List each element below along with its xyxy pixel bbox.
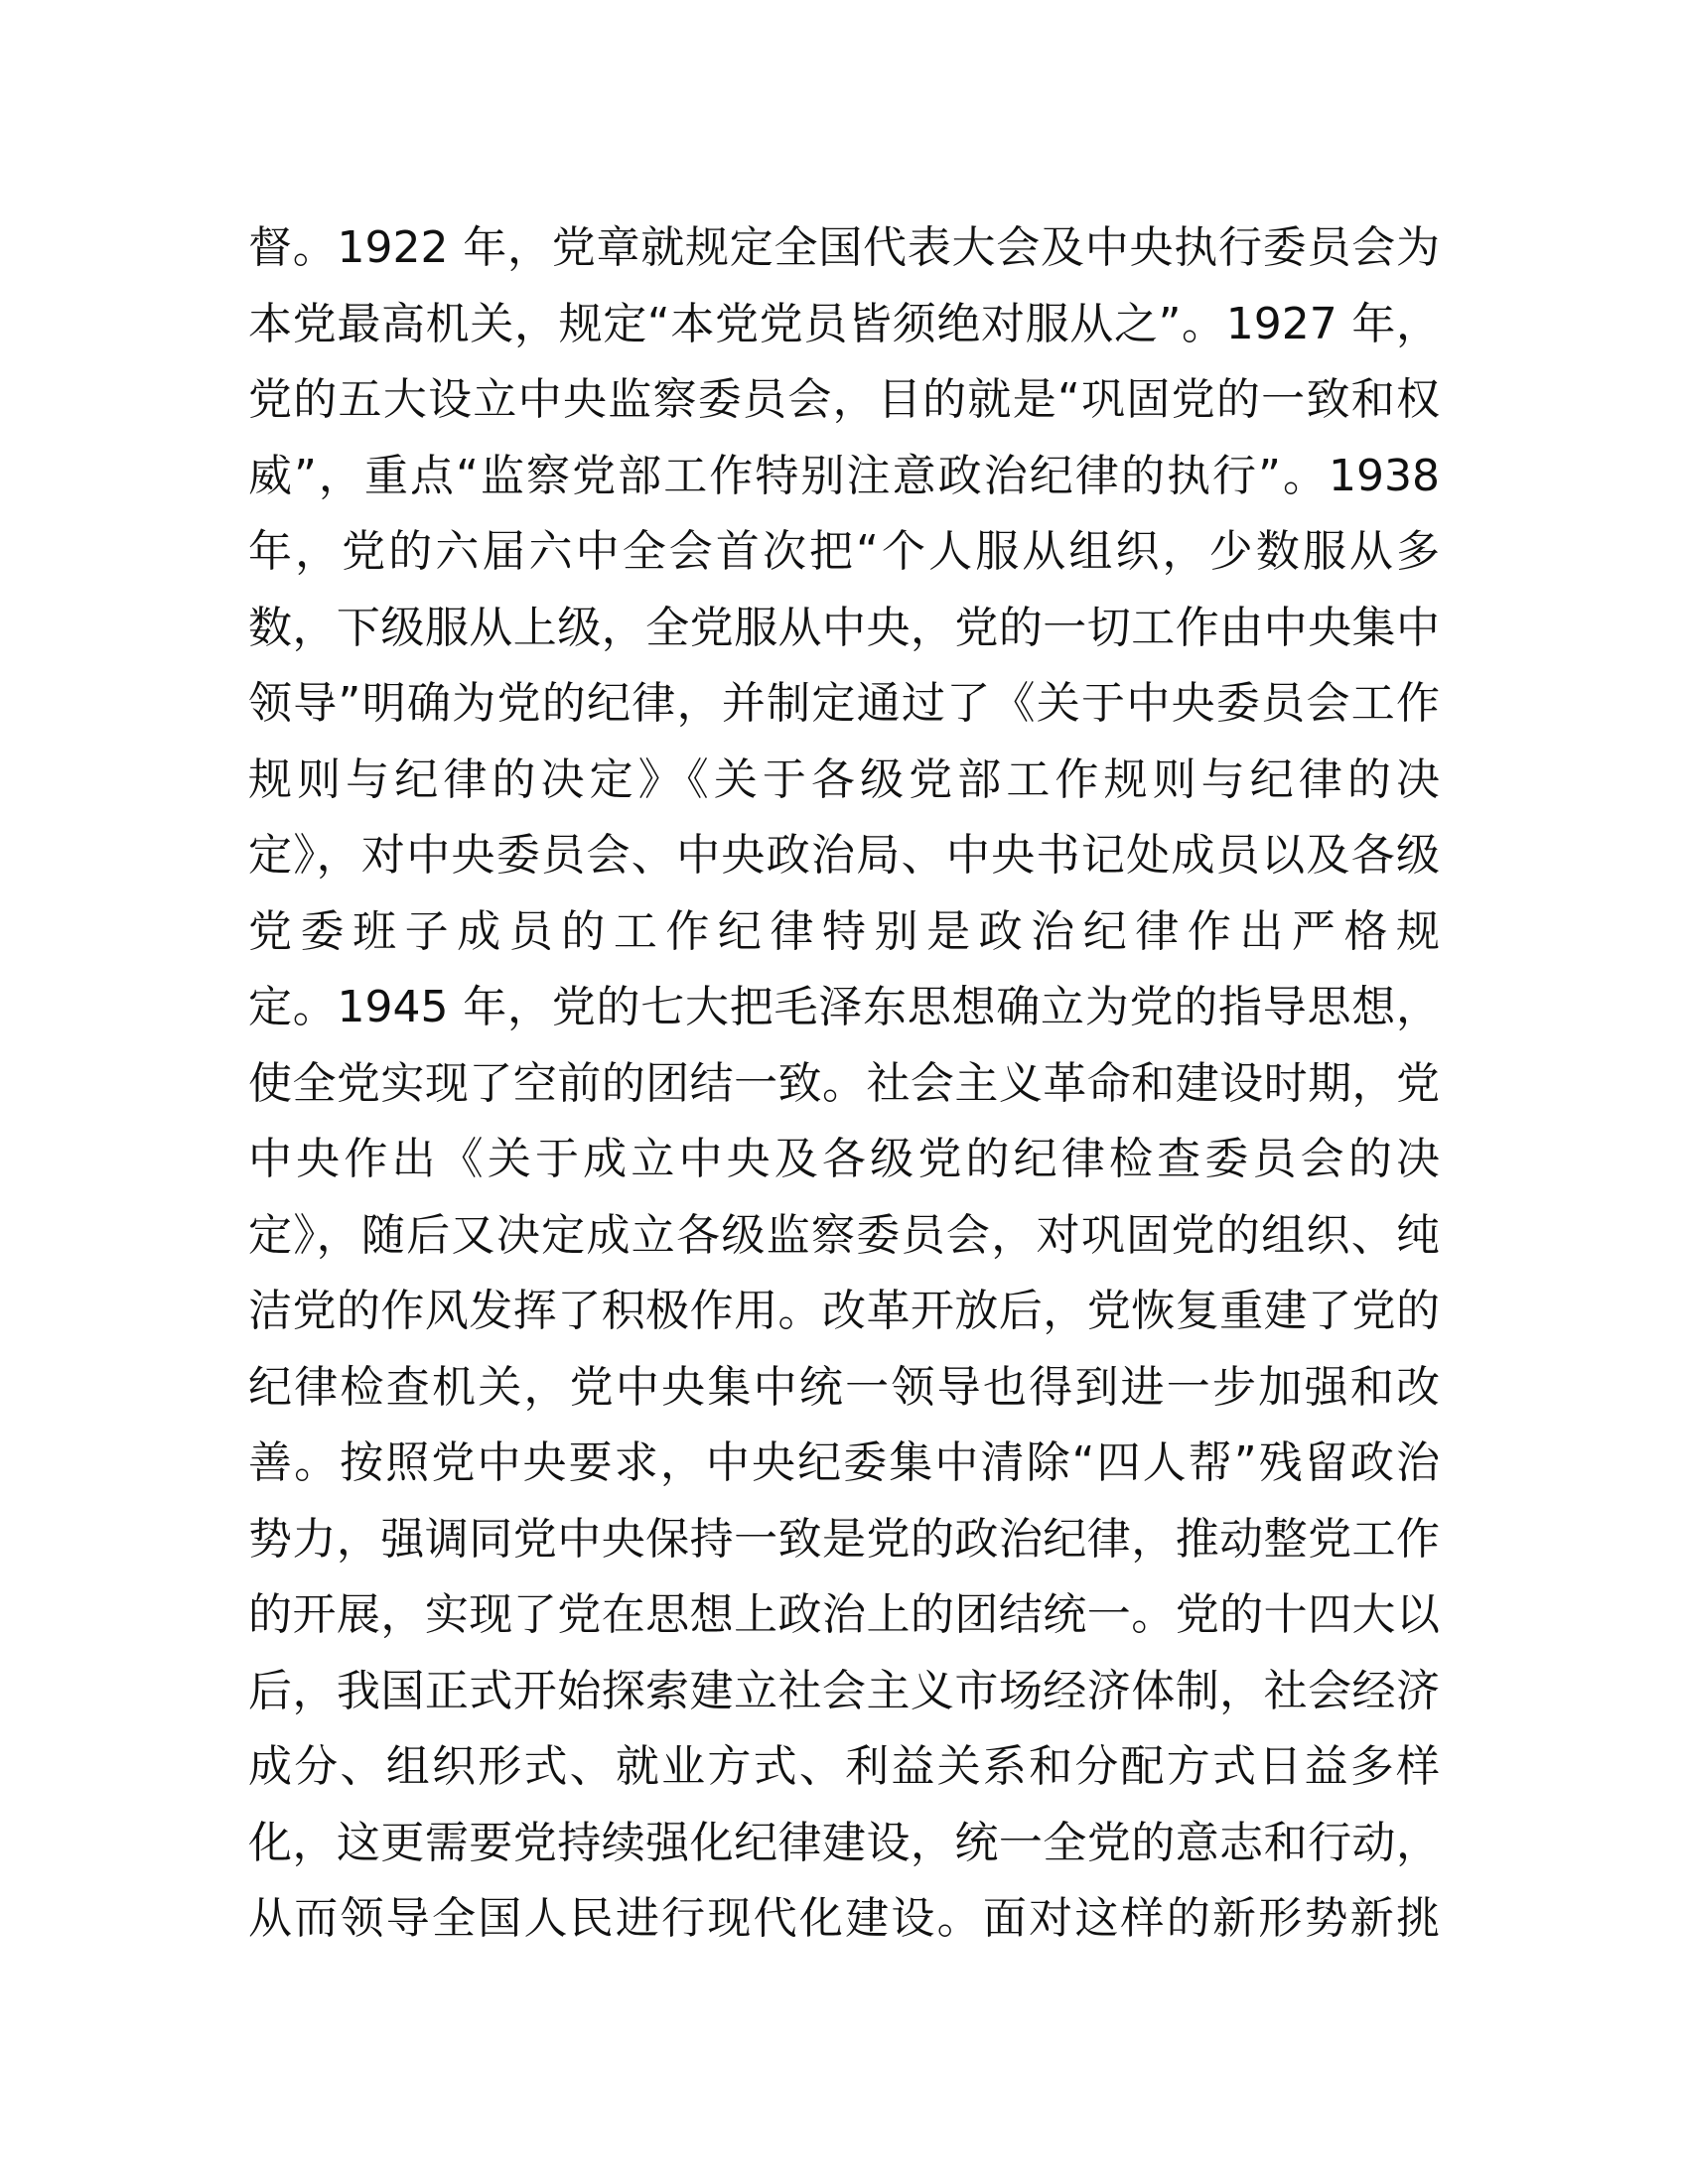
text-line-22: 化，这更需要党持续强化纪律建设，统一全党的意志和行动， (248, 1817, 1440, 1868)
text-line-6: 数，下级服从上级，全党服从中央，党的一切工作由中央集中 (248, 602, 1440, 653)
text-line-9: 定》，对中央委员会、中央政治局、中央书记处成员以及各级 (248, 830, 1440, 881)
text-line-3: 党的五大设立中央监察委员会，目的就是“巩固党的一致和权 (248, 374, 1440, 425)
text-line-7: 领导”明确为党的纪律，并制定通过了《关于中央委员会工作 (248, 678, 1440, 729)
text-line-10: 党委班子成员的工作纪律特别是政治纪律作出严格规 (248, 905, 1440, 957)
text-line-2: 本党最高机关，规定“本党党员皆须绝对服从之”。1927 年， (248, 298, 1440, 349)
text-line-18: 势力，强调同党中央保持一致是党的政治纪律，推动整党工作 (248, 1513, 1440, 1565)
text-line-21: 成分、组织形式、就业方式、利益关系和分配方式日益多样 (248, 1741, 1440, 1792)
text-line-5: 年，党的六届六中全会首次把“个人服从组织，少数服从多 (248, 526, 1440, 577)
text-line-12: 使全党实现了空前的团结一致。社会主义革命和建设时期，党 (248, 1057, 1440, 1109)
text-line-15: 洁党的作风发挥了积极作用。改革开放后，党恢复重建了党的 (248, 1286, 1440, 1336)
text-line-17: 善。按照党中央要求，中央纪委集中清除“四人帮”残留政治 (248, 1437, 1440, 1488)
text-line-14: 定》，随后又决定成立各级监察委员会，对巩固党的组织、纯 (248, 1209, 1440, 1261)
body-paragraph (248, 210, 1440, 1958)
text-line-13: 中央作出《关于成立中央及各级党的纪律检查委员会的决 (248, 1134, 1440, 1184)
text-line-20: 后，我国正式开始探索建立社会主义市场经济体制，社会经济 (248, 1665, 1440, 1716)
text-line-1: 督。1922 年，党章就规定全国代表大会及中央执行委员会为 (248, 222, 1440, 273)
text-line-19: 的开展，实现了党在思想上政治上的团结统一。党的十四大以 (248, 1589, 1440, 1640)
text-line-8: 规则与纪律的决定》《关于各级党部工作规则与纪律的决 (248, 753, 1440, 805)
text-line-4: 威”，重点“监察党部工作特别注意政治纪律的执行”。1938 (248, 450, 1440, 501)
text-line-11: 定。1945 年，党的七大把毛泽东思想确立为党的指导思想， (248, 982, 1440, 1032)
text-line-16: 纪律检查机关，党中央集中统一领导也得到进一步加强和改 (248, 1361, 1440, 1413)
text-line-23: 从而领导全国人民进行现代化建设。面对这样的新形势新挑 (248, 1893, 1440, 1944)
